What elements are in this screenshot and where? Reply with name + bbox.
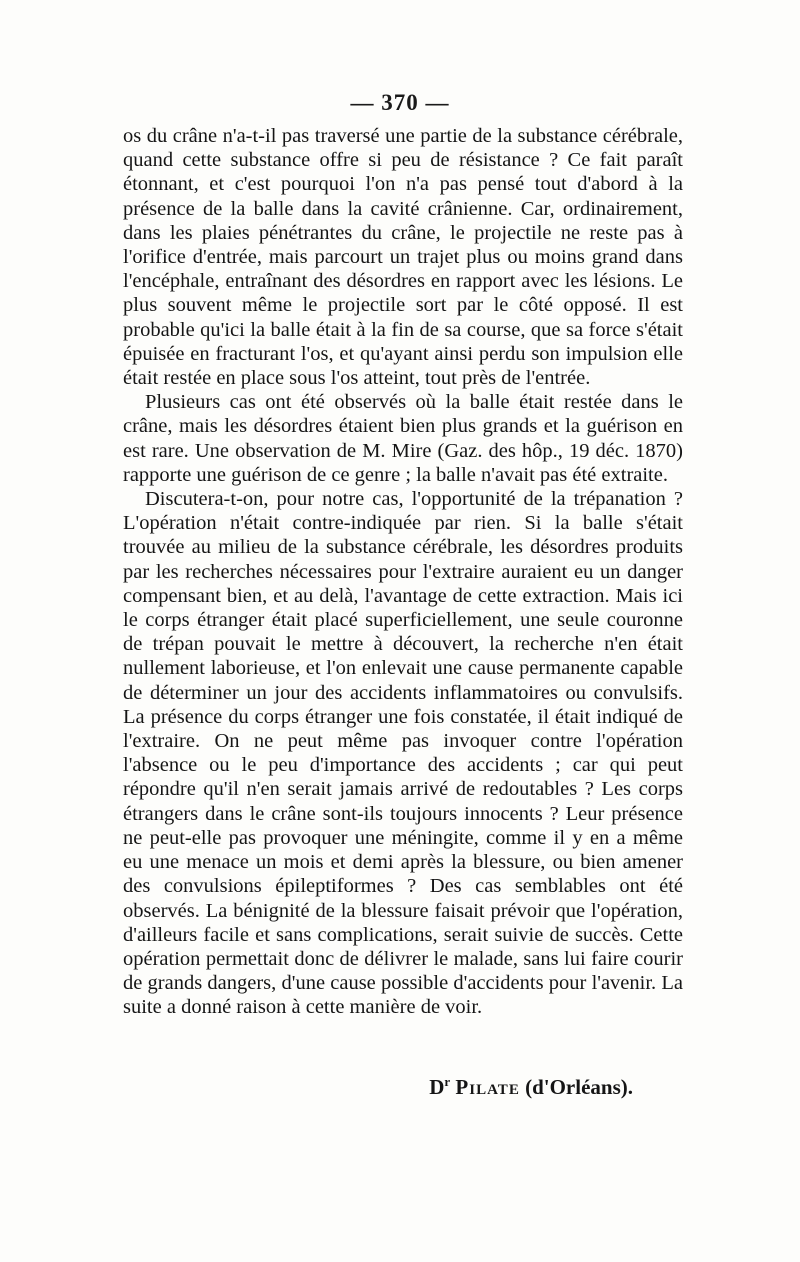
- signature-place: (d'Orléans).: [525, 1075, 633, 1099]
- signature-prefix-sup: r: [444, 1074, 451, 1089]
- page-number: — 370 —: [350, 90, 450, 115]
- author-signature: [123, 1074, 683, 1100]
- signature-name: Pilate: [455, 1075, 520, 1099]
- signature-prefix: D: [429, 1075, 445, 1099]
- paragraph-cases: Plusieurs cas ont été observés où la balle était restée dans le crâne, mais les désordres étaient bien plus grands et la guérison en est rare. Une observation de M. Mire (Gaz. des hôp., 19 déc. 1870) rapporte une guérison de ce genre ; la balle n'avait pas été extraite.: [123, 391, 683, 486]
- paragraph-discussion: Discutera-t-on, pour notre cas, l'opportunité de la trépanation ? L'opération n'était contre-indiquée par rien. Si la balle s'était trouvée au milieu de la substance cérébrale, les désordres produits par les recherches nécessaires pour l'extraire auraient eu un danger compensant bien, et au delà, l'avantage de cette extraction. Mais ici le corps étranger était placé superficiellement, une seule couronne de trépan pouvait le mettre à découvert, la recherche n'en était nullement laborieuse, et l'on enlevait une cause permanente capable de déterminer un jour des accidents inflammatoires ou convulsifs. La présence du corps étranger une fois constatée, il était indiqué de l'extraire. On ne peut même pas invoquer contre l'opération l'absence ou le peu d'importance des accidents ; car qui peut répondre qu'il n'en serait jamais arrivé de redoutables ? Les corps étrangers dans le crâne sont-ils toujours innocents ? Leur présence ne peut-elle pas provoquer une méningite, comme il y en a même eu une menace un mois et demi après la blessure, ou bien amener des convulsions épileptiformes ? Des cas semblables ont été observés. La bénignité de la blessure faisait prévoir que l'opération, d'ailleurs facile et sans complications, serait suivie de succès. Cette opération permettait donc de délivrer le malade, sans lui faire courir de grands dangers, d'une cause possible d'accidents pour l'avenir. La suite a donné raison à cette manière de voir.: [123, 488, 683, 1019]
- body-text: [123, 124, 683, 1020]
- paragraph-continuation: os du crâne n'a-t-il pas traversé une partie de la substance cérébrale, quand cette substance offre si peu de résistance ? Ce fait paraît étonnant, et c'est pourquoi l'on n'a pas pensé tout d'abord à la présence de la balle dans la cavité crânienne. Car, ordinairement, dans les plaies pénétrantes du crâne, le projectile ne reste pas à l'orifice d'entrée, mais parcourt un trajet plus ou moins grand dans l'encéphale, entraînant des désordres en rapport avec les lésions. Le plus souvent même le projectile sort par le côté opposé. Il est probable qu'ici la balle était à la fin de sa course, que sa force s'était épuisée en fracturant l'os, et qu'ayant ainsi perdu son impulsion elle était restée en place sous l'os atteint, tout près de l'entrée.: [123, 125, 683, 390]
